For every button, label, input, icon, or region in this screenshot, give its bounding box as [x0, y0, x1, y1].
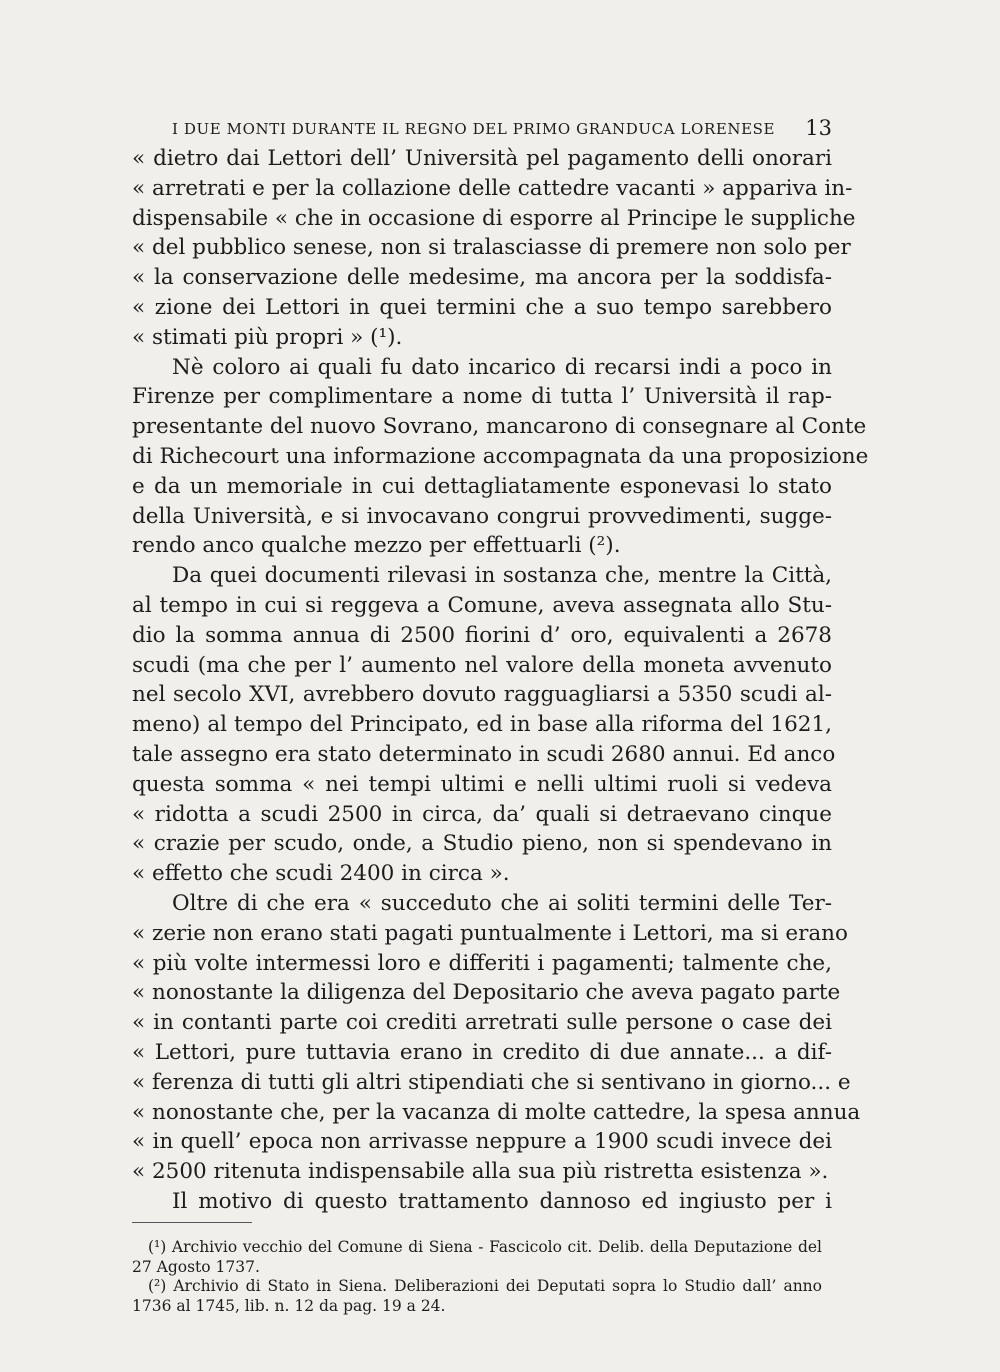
text-line: « crazie per scudo, onde, a Studio pieno, non si spendevano in	[132, 831, 832, 857]
text-line: al tempo in cui si reggeva a Comune, aveva assegnata allo Stu-	[132, 592, 832, 618]
text-line: Nè coloro ai quali fu dato incarico di recarsi indi a poco in	[172, 354, 832, 380]
text-line: « la conservazione delle medesime, ma ancora per la soddisfa-	[132, 265, 832, 291]
text-line: « stimati più propri » (¹).	[132, 324, 403, 350]
text-line: dio la somma annua di 2500 fiorini d’ oro, equivalenti a 2678	[132, 622, 832, 648]
footnote-divider	[132, 1222, 252, 1223]
text-line: rendo anco qualche mezzo per effettuarli (²).	[132, 533, 621, 559]
text-line: meno) al tempo del Principato, ed in base alla riforma del 1621,	[132, 712, 832, 738]
text-line: di Richecourt una informazione accompagnata da una proposizione	[132, 443, 869, 469]
text-line: « nonostante che, per la vacanza di molte cattedre, la spesa annua	[132, 1099, 861, 1125]
text-line: « più volte intermessi loro e differiti i pagamenti; talmente che,	[132, 950, 832, 976]
text-line: « nonostante la diligenza del Depositario che aveva pagato parte	[132, 980, 841, 1006]
text-line: della Università, e si invocavano congrui provvedimenti, sugge-	[132, 503, 832, 529]
text-line: « arretrati e per la collazione delle cattedre vacanti » appariva in-	[132, 175, 853, 201]
text-line: Da quei documenti rilevasi in sostanza che, mentre la Città,	[172, 563, 832, 589]
footnote-line: 1736 al 1745, lib. n. 12 da pag. 19 a 24.	[132, 1296, 446, 1315]
text-line: « del pubblico senese, non si tralasciasse di premere non solo per	[132, 235, 851, 261]
text-line: tale assegno era stato determinato in scudi 2680 annui. Ed anco	[132, 741, 836, 767]
text-line: questa somma « nei tempi ultimi e nelli ultimi ruoli si vedeva	[132, 771, 832, 797]
text-line: scudi (ma che per l’ aumento nel valore della moneta avvenuto	[132, 652, 832, 678]
text-line: « in quell’ epoca non arrivasse neppure a 1900 scudi invece dei	[132, 1129, 832, 1155]
text-line: Firenze per complimentare a nome di tutta l’ Università il rap-	[132, 384, 832, 410]
text-line: « effetto che scudi 2400 in circa ».	[132, 861, 510, 887]
text-line: « zerie non erano stati pagati puntualmente i Lettori, ma si erano	[132, 920, 848, 946]
text-line: e da un memoriale in cui dettagliatamente esponevasi lo stato	[132, 473, 832, 499]
running-head: I DUE MONTI DURANTE IL REGNO DEL PRIMO GRANDUCA LORENESE	[172, 120, 776, 138]
text-line: « ferenza di tutti gli altri stipendiati che si sentivano in giorno... e	[132, 1069, 851, 1095]
text-line: nel secolo XVI, avrebbero dovuto ragguagliarsi a 5350 scudi al-	[132, 682, 832, 708]
page-header	[132, 114, 832, 142]
body-text	[132, 144, 869, 1217]
text-line: « 2500 ritenuta indispensabile alla sua più ristretta esistenza ».	[132, 1159, 829, 1185]
footnote-line: 27 Agosto 1737.	[132, 1257, 260, 1276]
footnote-line: (²) Archivio di Stato in Siena. Deliberazioni dei Deputati sopra lo Studio dall’ anno	[148, 1277, 822, 1295]
footnote-line: (¹) Archivio vecchio del Comune di Siena - Fascicolo cit. Delib. della Deputazione del	[148, 1238, 822, 1256]
footnotes	[132, 1238, 822, 1316]
text-line: « dietro dai Lettori dell’ Università pel pagamento delli onorari	[132, 146, 832, 171]
text-line: « Lettori, pure tuttavia erano in credito di due annate... a dif-	[132, 1039, 832, 1065]
text-line: « zione dei Lettori in quei termini che a suo tempo sarebbero	[132, 294, 832, 320]
text-line: Oltre di che era « succeduto che ai soliti termini delle Ter-	[172, 890, 832, 916]
text-line: presentante del nuovo Sovrano, mancarono di consegnare al Conte	[132, 414, 867, 440]
text-line: dispensabile « che in occasione di esporre al Principe le suppliche	[132, 205, 856, 231]
text-line: « in contanti parte coi crediti arretrati sulle persone o case dei	[132, 1010, 832, 1036]
text-line: « ridotta a scudi 2500 in circa, da’ quali si detraevano cinque	[132, 801, 832, 827]
text-line: Il motivo di questo trattamento dannoso ed ingiusto per i	[172, 1188, 832, 1214]
page-number: 13	[805, 116, 832, 140]
